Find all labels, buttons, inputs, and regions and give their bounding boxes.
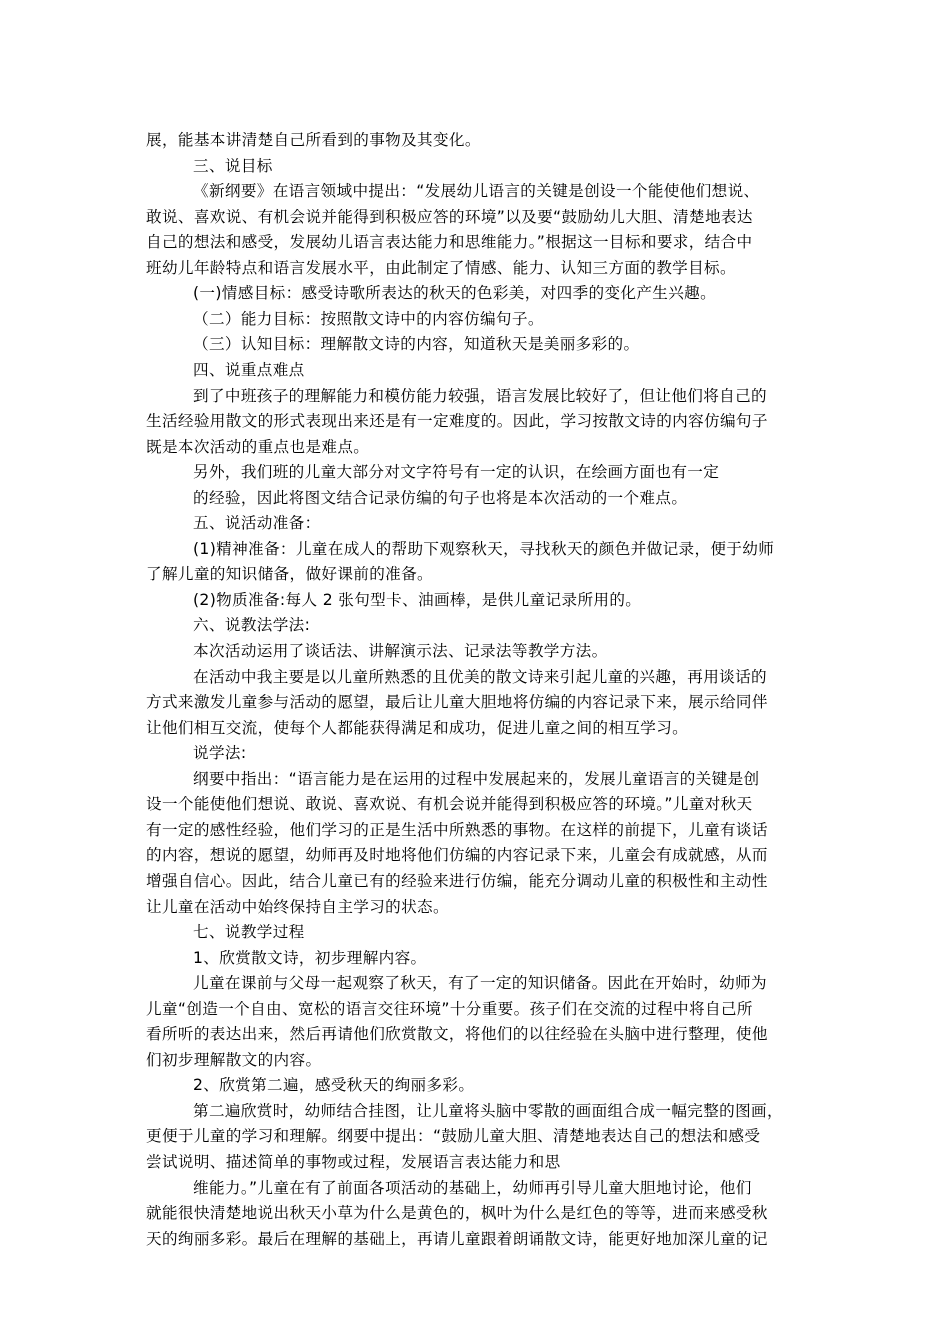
text-line: 四、说重点难点 xyxy=(193,360,305,379)
text-line: 天的绚丽多彩。最后在理解的基础上，再请儿童跟着朗诵散文诗，能更好地加深儿童的记 xyxy=(146,1229,768,1248)
text-line: 在活动中我主要是以儿童所熟悉的且优美的散文诗来引起儿童的兴趣，再用谈话的 xyxy=(193,667,767,686)
text-line: 展，能基本讲清楚自己所看到的事物及其变化。 xyxy=(146,131,481,149)
text-line: 增强自信心。因此，结合儿童已有的经验来进行仿编，能充分调动儿童的积极性和主动性 xyxy=(146,871,768,890)
text-line: 第二遍欣赏时，幼师结合挂图，让儿童将头脑中零散的画面组合成一幅完整的图画， xyxy=(193,1101,783,1120)
text-line: (1)精神准备：儿童在成人的帮助下观察秋天，寻找秋天的颜色并做记录，便于幼师 xyxy=(193,539,775,558)
text-line: 儿童在课前与父母一起观察了秋天，有了一定的知识储备。因此在开始时，幼师为 xyxy=(193,974,767,993)
text-line: 既是本次活动的重点也是难点。 xyxy=(146,437,370,456)
text-line: 有一定的感性经验，他们学习的正是生活中所熟悉的事物。在这样的前提下，儿童有谈话 xyxy=(146,820,768,839)
text-line: 本次活动运用了谈话法、讲解演示法、记录法等教学方法。 xyxy=(193,642,608,660)
text-line: 2、欣赏第二遍，感受秋天的绚丽多彩。 xyxy=(193,1076,475,1095)
text-line: 让他们相互交流，使每个人都能获得满足和成功，促进儿童之间的相互学习。 xyxy=(146,718,689,737)
text-line: 七、说教学过程 xyxy=(193,923,305,942)
text-line: 让儿童在活动中始终保持自主学习的状态。 xyxy=(146,897,449,916)
text-line: 敢说、喜欢说、有机会说并能得到积极应答的环境”以及要“鼓励幼儿大胆、清楚地表达 xyxy=(146,207,753,226)
text-line: 班幼儿年龄特点和语言发展水平，由此制定了情感、能力、认知三方面的教学目标。 xyxy=(146,258,736,277)
text-line: 五、说活动准备： xyxy=(193,514,321,533)
text-line: 的经验，因此将图文结合记录仿编的句子也将是本次活动的一个难点。 xyxy=(193,488,688,507)
text-line: 维能力。”儿童在有了前面各项活动的基础上，幼师再引导儿童大胆地讨论，他们 xyxy=(193,1178,752,1197)
text-line: 1、欣赏散文诗，初步理解内容。 xyxy=(193,948,427,967)
text-line: 方式来激发儿童参与活动的愿望，最后让儿童大胆地将仿编的内容记录下来，展示给同伴 xyxy=(146,693,768,712)
text-line: 就能很快清楚地说出秋天小草为什么是黄色的，枫叶为什么是红色的等等，进而来感受秋 xyxy=(146,1204,768,1223)
text-line: 们初步理解散文的内容。 xyxy=(146,1050,322,1069)
text-line: （三）认知目标：理解散文诗的内容，知道秋天是美丽多彩的。 xyxy=(193,335,640,354)
text-line: 儿童“创造一个自由、宽松的语言交往环境”十分重要。孩子们在交流的过程中将自己所 xyxy=(146,999,753,1018)
text-line: (2)物质准备:每人 2 张句型卡、油画棒，是供儿童记录所用的。 xyxy=(193,590,642,609)
text-line: 六、说教法学法: xyxy=(193,616,311,635)
text-line: 《新纲要》在语言领域中提出：“发展幼儿语言的关键是创设一个能使他们想说、 xyxy=(193,182,760,201)
text-line: 看所听的表达出来，然后再请他们欣赏散文，将他们的以往经验在头脑中进行整理，使他 xyxy=(146,1025,768,1044)
text-line: 尝试说明、描述简单的事物或过程，发展语言表达能力和思 xyxy=(146,1153,561,1171)
text-line: 纲要中指出：“语言能力是在运用的过程中发展起来的，发展儿童语言的关键是创 xyxy=(193,769,760,788)
text-line: 三、说目标 xyxy=(193,156,273,175)
text-line: 说学法: xyxy=(193,744,247,763)
text-line: 到了中班孩子的理解能力和模仿能力较强，语言发展比较好了，但让他们将自己的 xyxy=(193,386,767,405)
text-line: 自己的想法和感受，发展幼儿语言表达能力和思维能力。”根据这一目标和要求，结合中 xyxy=(146,233,753,252)
text-line: 设一个能使他们想说、敢说、喜欢说、有机会说并能得到积极应答的环境。”儿童对秋天 xyxy=(146,795,753,814)
text-line: 另外，我们班的儿童大部分对文字符号有一定的认识，在绘画方面也有一定 xyxy=(193,463,720,482)
text-line: 更便于儿童的学习和理解。纲要中提出：“鼓励儿童大胆、清楚地表达自己的想法和感受 xyxy=(146,1127,761,1146)
text-line: （二）能力目标：按照散文诗中的内容仿编句子。 xyxy=(193,309,544,328)
text-line: (一)情感目标：感受诗歌所表达的秋天的色彩美，对四季的变化产生兴趣。 xyxy=(193,284,717,303)
text-line: 的内容，想说的愿望，幼师再及时地将他们仿编的内容记录下来，儿童会有成就感，从而 xyxy=(146,846,768,865)
text-line: 生活经验用散文的形式表现出来还是有一定难度的。因此，学习按散文诗的内容仿编句子 xyxy=(146,412,768,431)
text-line: 了解儿童的知识储备，做好课前的准备。 xyxy=(146,565,433,584)
